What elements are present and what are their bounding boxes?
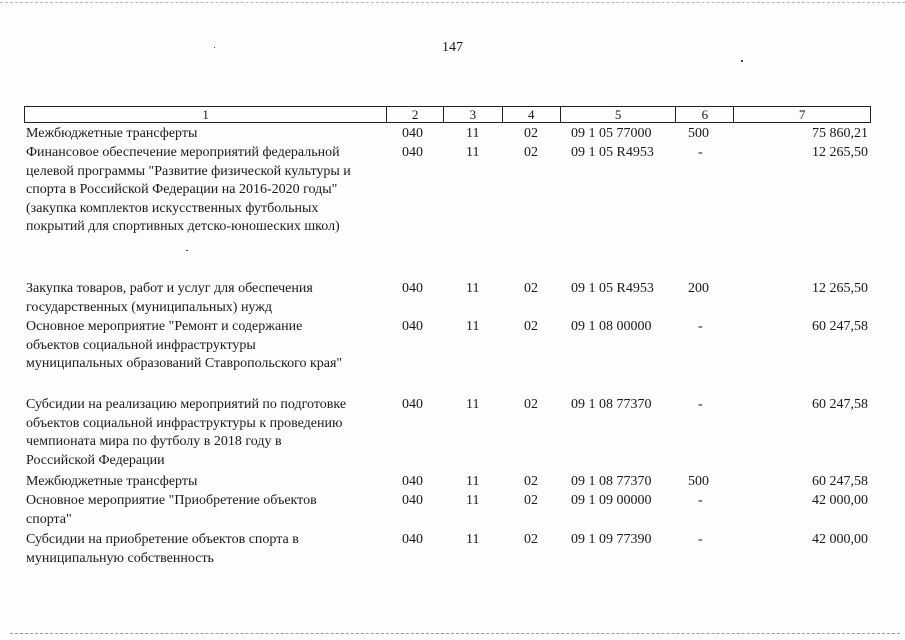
cell-expense-type: -: [698, 532, 703, 547]
cell-ministry-code: 040: [402, 319, 423, 334]
cell-section: 11: [466, 145, 480, 160]
cell-expense-type: 500: [688, 474, 709, 489]
description-line: Российской Федерации: [26, 452, 165, 468]
cell-amount: 60 247,58: [812, 319, 868, 334]
description-line: Межбюджетные трансферты: [26, 474, 198, 489]
cell-amount: 60 247,58: [812, 474, 868, 489]
cell-section: 11: [466, 474, 480, 489]
row-description: [26, 396, 384, 470]
scan-edge-top: [0, 2, 905, 3]
table-header: [24, 106, 871, 123]
cell-target-article: 09 1 08 77370: [571, 474, 652, 489]
description-line: Субсидии на приобретение объектов спорта в: [26, 532, 299, 547]
description-line: спорта": [26, 511, 72, 527]
header-col-7: 7: [798, 107, 806, 122]
cell-amount: 42 000,00: [812, 532, 868, 547]
description-line: Финансовое обеспечение мероприятий федеральной: [26, 145, 340, 160]
header-col-6: 6: [676, 107, 734, 122]
description-line: объектов социальной инфраструктуры к проведению: [26, 415, 343, 431]
description-line: Основное мероприятие "Ремонт и содержание: [26, 319, 303, 334]
cell-subsection: 02: [524, 319, 538, 334]
cell-subsection: 02: [524, 474, 538, 489]
cell-target-article: 09 1 05 R4953: [571, 145, 654, 160]
cell-amount: 12 265,50: [812, 145, 868, 160]
cell-section: 11: [466, 126, 480, 141]
cell-subsection: 02: [524, 397, 538, 412]
cell-section: 11: [466, 397, 480, 412]
description-line: государственных (муниципальных) нужд: [26, 299, 273, 315]
cell-target-article: 09 1 08 77370: [571, 397, 652, 412]
cell-section: 11: [466, 281, 480, 296]
row-description: [26, 492, 384, 529]
cell-target-article: 09 1 09 00000: [571, 493, 652, 508]
scan-edge-bottom: [10, 633, 900, 634]
row-description: [26, 318, 384, 374]
description-line: объектов социальной инфраструктуры: [26, 337, 256, 353]
cell-ministry-code: 040: [402, 474, 423, 489]
cell-amount: 12 265,50: [812, 281, 868, 296]
cell-target-article: 09 1 09 77390: [571, 532, 652, 547]
cell-expense-type: -: [698, 493, 703, 508]
cell-section: 11: [466, 319, 480, 334]
scan-speck: [741, 60, 743, 62]
description-line: целевой программы "Развитие физической культуры и: [26, 163, 351, 179]
description-line: Основное мероприятие "Приобретение объектов: [26, 493, 317, 508]
cell-amount: 42 000,00: [812, 493, 868, 508]
cell-expense-type: 500: [688, 126, 709, 141]
cell-ministry-code: 040: [402, 126, 423, 141]
description-line: муниципальных образований Ставропольского края": [26, 356, 343, 371]
description-line: муниципальную собственность: [26, 550, 214, 566]
scan-speck: [214, 47, 215, 48]
cell-expense-type: -: [698, 397, 703, 412]
cell-expense-type: 200: [688, 281, 709, 296]
cell-ministry-code: 040: [402, 493, 423, 508]
cell-section: 11: [466, 532, 480, 547]
row-description: [26, 125, 384, 144]
scan-speck: [186, 250, 188, 251]
header-col-5: 5: [561, 107, 677, 122]
page-number: 147: [442, 40, 463, 55]
cell-target-article: 09 1 05 77000: [571, 126, 652, 141]
description-line: Межбюджетные трансферты: [26, 126, 198, 141]
description-line: Субсидии на реализацию мероприятий по подготовке: [26, 397, 347, 412]
cell-target-article: 09 1 08 00000: [571, 319, 652, 334]
cell-amount: 75 860,21: [812, 126, 868, 141]
header-col-3: 3: [444, 107, 503, 122]
cell-subsection: 02: [524, 145, 538, 160]
header-col-2: 2: [387, 107, 444, 122]
cell-ministry-code: 040: [402, 145, 423, 160]
description-line: спорта в Российской Федерации на 2016-2020 годы": [26, 182, 338, 197]
cell-subsection: 02: [524, 493, 538, 508]
cell-expense-type: -: [698, 145, 703, 160]
description-line: чемпионата мира по футболу в 2018 году в: [26, 434, 282, 449]
cell-expense-type: -: [698, 319, 703, 334]
row-description: [26, 280, 384, 317]
cell-ministry-code: 040: [402, 397, 423, 412]
cell-subsection: 02: [524, 281, 538, 296]
cell-target-article: 09 1 05 R4953: [571, 281, 654, 296]
cell-amount: 60 247,58: [812, 397, 868, 412]
description-line: (закупка комплектов искусственных футбольных: [26, 200, 319, 216]
header-col-1: 1: [25, 107, 387, 122]
cell-subsection: 02: [524, 126, 538, 141]
row-description: [26, 473, 384, 492]
description-line: Закупка товаров, работ и услуг для обеспечения: [26, 281, 313, 296]
row-description: [26, 144, 384, 237]
cell-subsection: 02: [524, 532, 538, 547]
cell-section: 11: [466, 493, 480, 508]
description-line: покрытий для спортивных детско-юношеских школ): [26, 219, 340, 234]
cell-ministry-code: 040: [402, 532, 423, 547]
row-description: [26, 531, 384, 568]
cell-ministry-code: 040: [402, 281, 423, 296]
header-col-4: 4: [503, 107, 561, 122]
